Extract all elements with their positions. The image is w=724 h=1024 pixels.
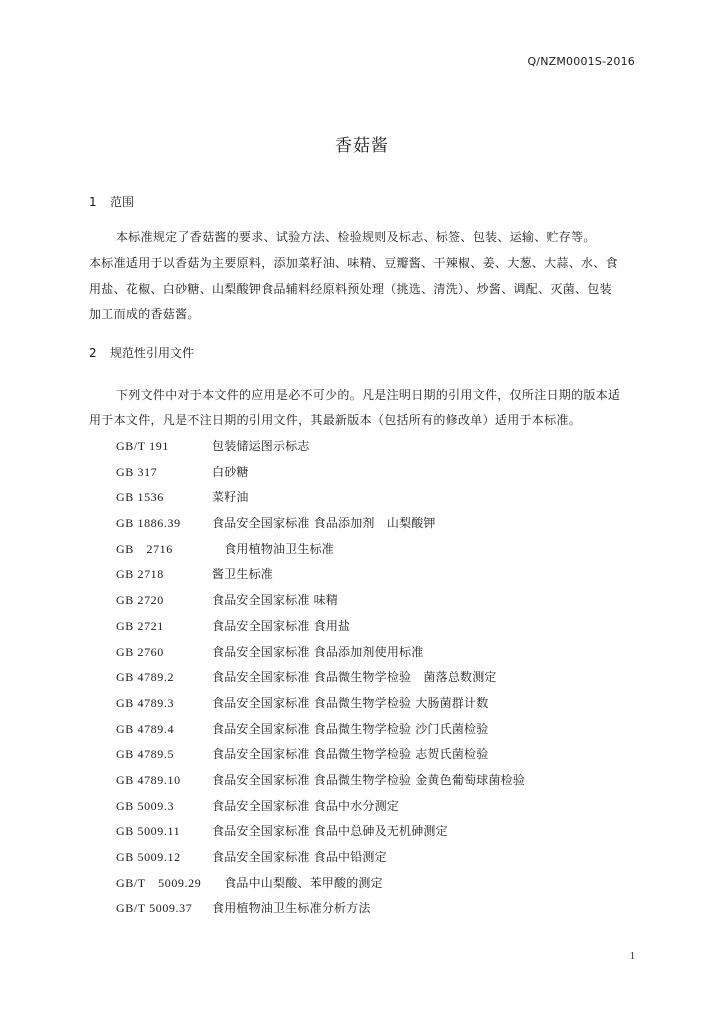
reference-code: GB 5009.3 <box>116 798 175 813</box>
reference-title: 食品安全国家标准 食品微生物学检验 金黄色葡萄球菌检验 <box>212 772 526 787</box>
document-title: 香菇酱 <box>335 136 389 156</box>
scope-paragraph-1: 本标准规定了香菇酱的要求、试验方法、检验规则及标志、标签、包装、运输、贮存等。 <box>116 230 596 244</box>
reference-row <box>116 770 636 796</box>
reference-title: 食用植物油卫生标准 <box>212 541 335 556</box>
reference-row <box>116 744 636 770</box>
reference-row <box>116 590 636 616</box>
reference-title: 食用植物油卫生标准分析方法 <box>212 901 371 916</box>
reference-code: GB/T 5009.37 <box>116 901 193 916</box>
reference-code: GB 2720 <box>116 593 164 608</box>
section-1-title: 范围 <box>110 195 135 209</box>
references-intro-line-1: 下列文件中对于本文件的应用是必不可少的。凡是注明日期的引用文件，仅所注日期的版本适 <box>116 388 621 402</box>
reference-title: 食品安全国家标准 味精 <box>212 593 339 608</box>
section-1-number: 1 <box>89 195 97 209</box>
section-2-heading <box>89 344 194 361</box>
reference-row <box>116 642 636 668</box>
reference-row <box>116 436 636 462</box>
reference-code: GB 4789.2 <box>116 670 175 685</box>
reference-code: GB 4789.3 <box>116 695 175 710</box>
reference-row <box>116 693 636 719</box>
reference-title: 食品安全国家标准 食品微生物学检验 菌落总数测定 <box>212 670 497 685</box>
reference-code: GB 4789.5 <box>116 747 175 762</box>
reference-row <box>116 898 636 924</box>
reference-row <box>116 487 636 513</box>
reference-row <box>116 796 636 822</box>
scope-paragraph-2-line-1: 本标准适用于以香菇为主要原料，添加菜籽油、味精、豆瓣酱、干辣椒、姜、大葱、大蒜、水、食 <box>89 256 618 270</box>
reference-row <box>116 616 636 642</box>
reference-title: 酱卫生标准 <box>212 567 274 582</box>
standard-code: Q/NZM0001S-2016 <box>527 55 635 68</box>
reference-title: 食品安全国家标准 食用盐 <box>212 618 351 633</box>
reference-code: GB 1886.39 <box>116 516 181 531</box>
reference-row <box>116 847 636 873</box>
reference-code: GB/T 5009.29 <box>116 875 202 890</box>
reference-title: 食品安全国家标准 食品微生物学检验 志贺氏菌检验 <box>212 747 489 762</box>
reference-title: 食品安全国家标准 食品添加剂使用标准 <box>212 644 424 659</box>
reference-title: 包装储运图示标志 <box>212 439 310 453</box>
reference-row <box>116 539 636 565</box>
reference-code: GB/T 191 <box>116 439 169 453</box>
reference-code: GB 2721 <box>116 618 164 633</box>
reference-code: GB 4789.10 <box>116 772 181 787</box>
reference-row <box>116 667 636 693</box>
reference-title: 食品中山梨酸、苯甲酸的测定 <box>212 875 383 890</box>
reference-title: 食品安全国家标准 食品添加剂 山梨酸钾 <box>212 516 436 531</box>
page-number: 1 <box>630 951 635 962</box>
reference-title: 白砂糖 <box>212 464 249 479</box>
reference-row <box>116 821 636 847</box>
reference-title: 食品安全国家标准 食品中铅测定 <box>212 850 387 864</box>
reference-code: GB 5009.12 <box>116 850 181 864</box>
reference-code: GB 2718 <box>116 567 164 582</box>
reference-row <box>116 719 636 745</box>
normative-reference-list <box>116 436 636 924</box>
reference-row <box>116 462 636 488</box>
section-1-heading <box>89 193 134 210</box>
scope-paragraph-2-line-2: 用盐、花椒、白砂糖、山梨酸钾食品辅料经原料预处理（挑选、清洗）、炒酱、调配、灭菌、包装 <box>89 282 612 296</box>
reference-code: GB 5009.11 <box>116 824 181 839</box>
scope-paragraph-2-line-3: 加工而成的香菇酱。 <box>89 307 200 321</box>
references-intro-line-2: 用于本文件，凡是不注日期的引用文件，其最新版本（包括所有的修改单）适用于本标准。 <box>89 413 582 427</box>
reference-row <box>116 513 636 539</box>
reference-code: GB 2716 <box>116 541 173 556</box>
reference-code: GB 2760 <box>116 644 164 659</box>
reference-code: GB 317 <box>116 464 158 479</box>
reference-title: 食品安全国家标准 食品微生物学检验 沙门氏菌检验 <box>212 721 489 736</box>
reference-title: 菜籽油 <box>212 490 249 505</box>
reference-row <box>116 873 636 899</box>
reference-code: GB 4789.4 <box>116 721 175 736</box>
reference-title: 食品安全国家标准 食品中水分测定 <box>212 798 400 813</box>
reference-title: 食品安全国家标准 食品中总砷及无机砷测定 <box>212 824 448 839</box>
section-2-title: 规范性引用文件 <box>110 346 195 360</box>
section-2-number: 2 <box>89 346 97 360</box>
reference-title: 食品安全国家标准 食品微生物学检验 大肠菌群计数 <box>212 695 489 710</box>
reference-code: GB 1536 <box>116 490 164 505</box>
reference-row <box>116 564 636 590</box>
